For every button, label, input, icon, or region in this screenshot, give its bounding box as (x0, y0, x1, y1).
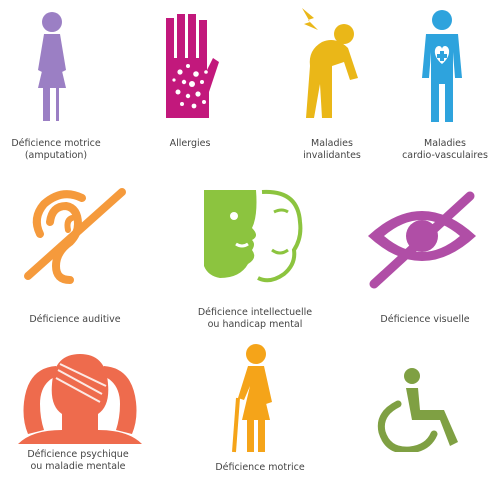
label-maladies-cardio-vasculaires: Maladies cardio-vasculaires (402, 138, 488, 161)
woman-prosthetic-leg-icon (22, 10, 82, 125)
label-deficience-motrice-amputation: Déficience motrice (amputation) (11, 138, 101, 161)
allergy-hand-icon (160, 12, 224, 122)
face-mask-icon (200, 186, 310, 286)
label-deficience-psychique: Déficience psychique ou maladie mentale (27, 449, 129, 472)
man-heart-icon (412, 8, 472, 126)
label-allergies: Allergies (169, 138, 211, 149)
head-in-hands-icon (10, 344, 150, 448)
label-deficience-visuelle: Déficience visuelle (380, 314, 470, 325)
crossed-ear-icon (22, 180, 134, 288)
label-maladies-invalidantes: Maladies invalidantes (303, 138, 361, 161)
label-deficience-motrice: Déficience motrice (215, 462, 305, 473)
woman-cane-icon (222, 342, 282, 454)
wheelchair-icon (372, 368, 476, 452)
crossed-eye-icon (362, 190, 484, 290)
bent-man-lightning-icon (292, 6, 372, 124)
label-deficience-auditive: Déficience auditive (29, 314, 121, 325)
label-deficience-intellectuelle: Déficience intellectuelle ou handicap mental (197, 307, 313, 330)
